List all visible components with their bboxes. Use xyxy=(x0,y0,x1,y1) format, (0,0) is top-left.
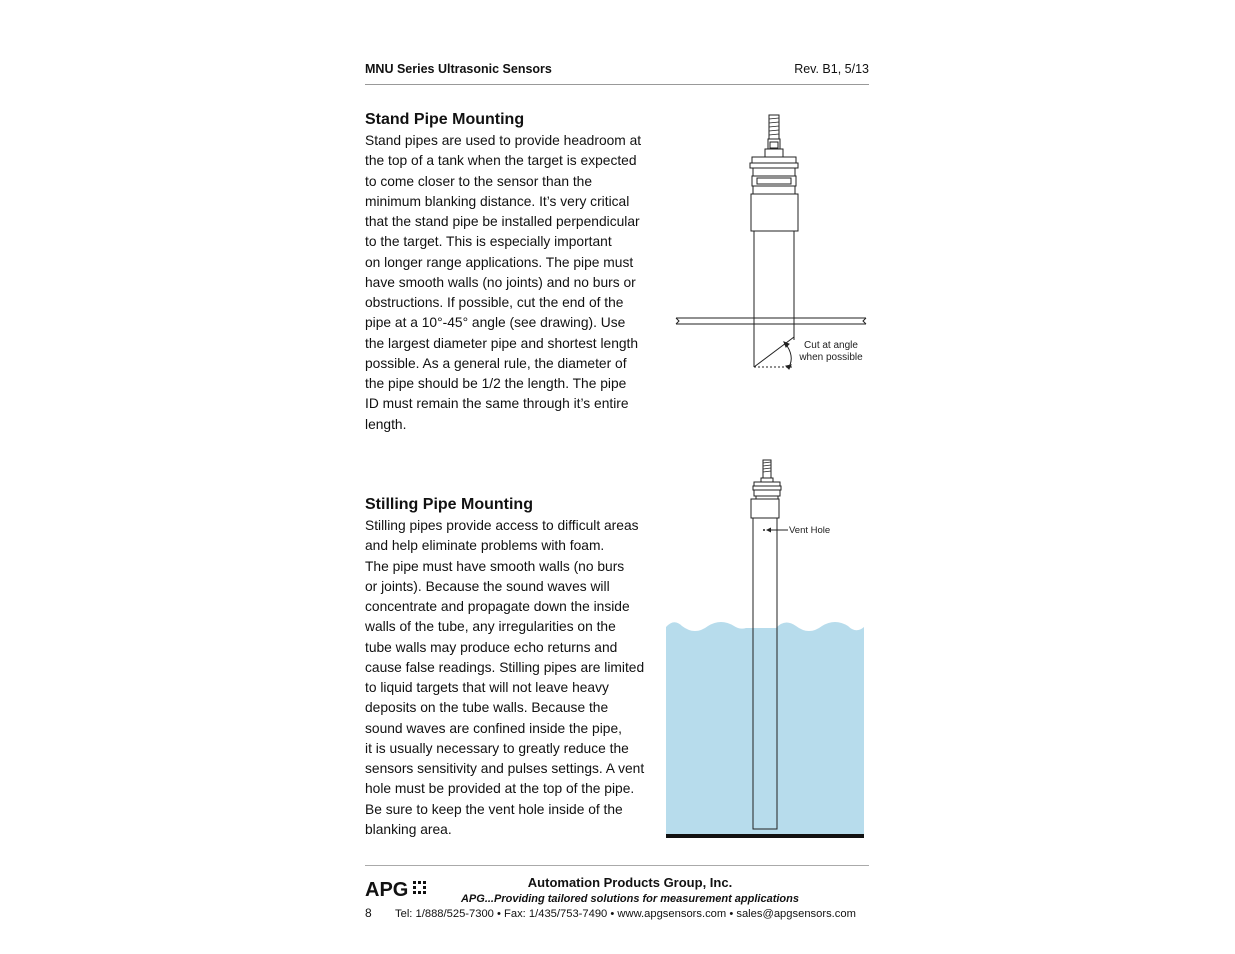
body-line: tube walls may produce echo returns and xyxy=(365,639,618,655)
body-line: concentrate and propagate down the inside xyxy=(365,599,630,614)
body-line: Be sure to keep the vent hole inside of the xyxy=(365,801,623,817)
stilling-pipe-title: Stilling Pipe Mounting xyxy=(365,496,533,513)
body-line: cause false readings. Stilling pipes are limited xyxy=(365,659,645,675)
body-line: that the stand pipe be installed perpendicular xyxy=(365,214,640,229)
cut-label-line2: when possible xyxy=(799,352,863,363)
body-line: deposits on the tube walls. Because the xyxy=(365,700,609,716)
document-title: MNU Series Ultrasonic Sensors xyxy=(365,62,552,76)
stilling-pipe-diagram xyxy=(660,452,870,844)
vent-hole-label: Vent Hole xyxy=(789,525,831,536)
body-line: sound waves are confined inside the pipe, xyxy=(365,720,622,736)
page-number: 8 xyxy=(365,906,372,920)
body-line: to come closer to the sensor than the xyxy=(365,173,593,189)
stand-pipe-body xyxy=(365,131,665,435)
body-line: The pipe must have smooth walls (no burs xyxy=(365,558,625,574)
body-line: possible. As a general rule, the diameter of xyxy=(365,355,627,371)
footer-divider xyxy=(365,865,869,866)
company-name: Automation Products Group, Inc. xyxy=(527,875,733,890)
stand-pipe-title: Stand Pipe Mounting xyxy=(365,111,525,128)
stilling-pipe-body xyxy=(365,516,665,840)
body-line: or joints). Because the sound waves will xyxy=(365,578,610,594)
body-line: the largest diameter pipe and shortest length xyxy=(365,335,639,351)
sensor-body xyxy=(751,499,779,518)
body-line: Stilling pipes provide access to difficult areas xyxy=(365,518,639,533)
contact-info: Tel: 1/888/525-7300 • Fax: 1/435/753-7490 • www.apgsensors.com • sales@apgsensors.com xyxy=(395,908,856,920)
body-line: the pipe should be 1/2 the length. The pipe xyxy=(365,376,627,391)
tank-bottom xyxy=(666,834,864,838)
body-line: it is usually necessary to greatly reduce the xyxy=(365,740,629,756)
angled-cut xyxy=(754,337,794,367)
body-line: Stand pipes are used to provide headroom at xyxy=(365,133,642,148)
stand-pipe-diagram xyxy=(665,108,875,373)
body-line: sensors sensitivity and pulses settings. A vent xyxy=(365,761,645,776)
sensor-nut xyxy=(754,482,780,486)
page-header xyxy=(365,60,869,78)
apg-logo xyxy=(365,877,429,903)
header-divider xyxy=(365,84,869,85)
body-line: ID must remain the same through it’s entire xyxy=(365,396,629,412)
cut-label-line1: Cut at angle xyxy=(804,340,858,351)
company-tagline: APG...Providing tailored solutions for measurement applications xyxy=(460,893,799,905)
vent-hole-arrow xyxy=(766,528,771,533)
body-line: to the target. This is especially important xyxy=(365,234,612,250)
sensor-nut xyxy=(752,157,796,163)
body-line: the top of a tank when the target is expected xyxy=(365,153,637,169)
body-line: walls of the tube, any irregularities on the xyxy=(365,619,616,635)
body-line: minimum blanking distance. It’s very critical xyxy=(365,193,630,209)
sensor-body xyxy=(751,194,798,231)
body-line: to liquid targets that will not leave heavy xyxy=(365,680,609,695)
revision-label: Rev. B1, 5/13 xyxy=(794,62,869,76)
body-line: blanking area. xyxy=(365,821,452,837)
body-line: hole must be provided at the top of the pipe. xyxy=(365,781,635,797)
body-line: pipe at a 10°-45° angle (see drawing). Use xyxy=(365,315,626,331)
body-line: obstructions. If possible, cut the end of the xyxy=(365,295,624,310)
liquid-area xyxy=(666,622,864,836)
body-line: and help eliminate problems with foam. xyxy=(365,538,605,554)
apg-logo-text: APG xyxy=(365,879,409,901)
body-line: on longer range applications. The pipe must xyxy=(365,254,634,270)
body-line: have smooth walls (no joints) and no burs or xyxy=(365,274,636,290)
body-line: length. xyxy=(365,416,407,432)
